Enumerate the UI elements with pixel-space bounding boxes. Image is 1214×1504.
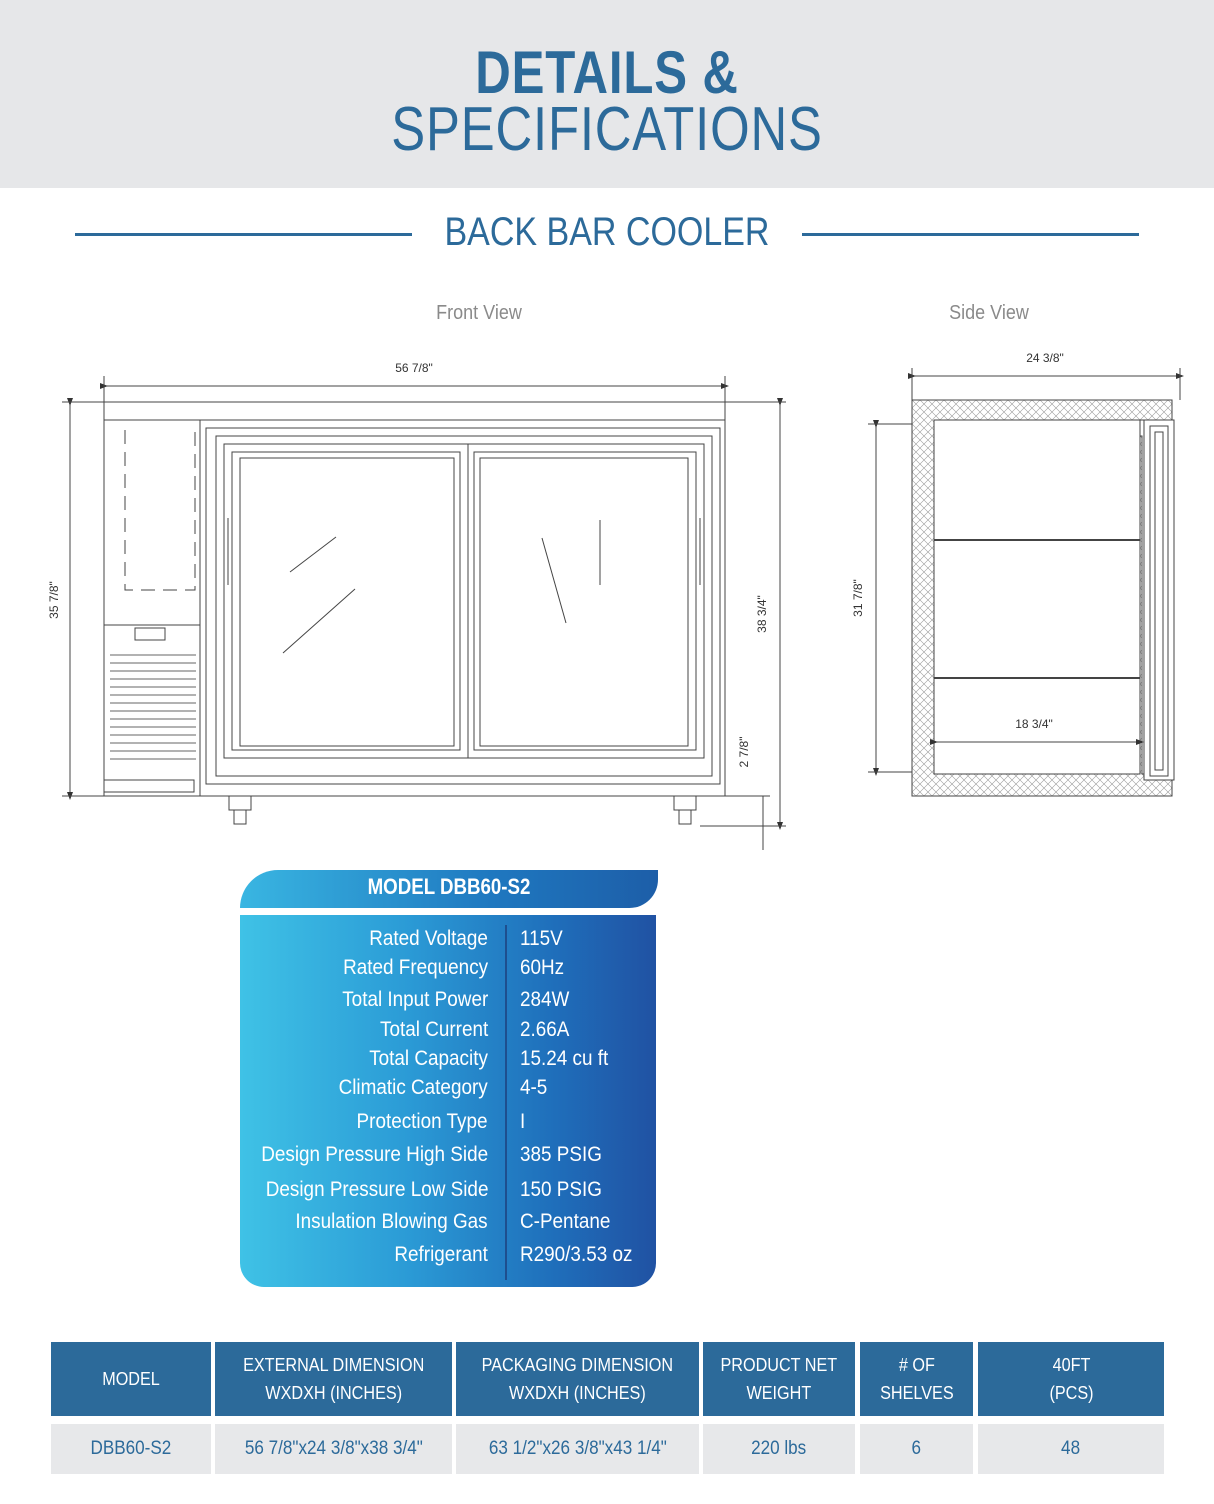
spec-value: I xyxy=(520,1110,526,1133)
spec-value: 15.24 cu ft xyxy=(520,1047,609,1070)
spec-row xyxy=(240,1143,656,1173)
section-title: BACK BAR COOLER xyxy=(444,210,770,254)
spec-label: Protection Type xyxy=(357,1110,488,1133)
front-total-height-dim: 38 3/4" xyxy=(755,595,769,633)
spec-row xyxy=(240,988,656,1018)
table-header-net-weight xyxy=(703,1342,855,1416)
spec-row xyxy=(240,1076,656,1106)
table-header-external-dimension xyxy=(215,1342,452,1416)
spec-value: 150 PSIG xyxy=(520,1178,602,1201)
cell-text: 48 xyxy=(1061,1438,1081,1459)
table-header-shelves xyxy=(860,1342,973,1416)
header-line: EXTERNAL DIMENSION xyxy=(242,1355,425,1375)
page-title-line1: DETAILS & xyxy=(475,39,739,106)
spec-label: Rated Voltage xyxy=(369,927,488,950)
table-header-40ft xyxy=(978,1342,1164,1416)
spec-label: Total Capacity xyxy=(369,1047,488,1070)
table-cell-net-weight xyxy=(703,1424,855,1474)
spec-row xyxy=(240,1018,656,1048)
side-view-label: Side View xyxy=(949,302,1029,324)
spec-value: 2.66A xyxy=(520,1018,570,1041)
spec-value: 284W xyxy=(520,988,570,1011)
page-title-line2: SPECIFICATIONS xyxy=(391,95,823,164)
cell-text: 56 7/8"x24 3/8"x38 3/4" xyxy=(244,1438,423,1459)
spec-value: 385 PSIG xyxy=(520,1143,602,1166)
spec-row xyxy=(240,1243,656,1273)
spec-row xyxy=(240,956,656,986)
front-height-dim: 35 7/8" xyxy=(47,581,61,619)
header-line: WEIGHT xyxy=(746,1383,812,1403)
table-cell-shelves xyxy=(860,1424,973,1474)
front-view-drawing xyxy=(62,376,786,850)
header-line: MODEL xyxy=(102,1369,160,1389)
spec-label: Rated Frequency xyxy=(343,956,488,979)
side-depth-dim: 24 3/8" xyxy=(1026,351,1064,365)
header-line: SHELVES xyxy=(879,1383,954,1403)
table-cell-40ft xyxy=(978,1424,1164,1474)
spec-label: Design Pressure Low Side xyxy=(265,1178,488,1201)
spec-label: Total Current xyxy=(379,1018,488,1041)
spec-row xyxy=(240,1210,656,1240)
side-inner-depth-dim: 18 3/4" xyxy=(1015,717,1053,731)
header-line: WXDXH (INCHES) xyxy=(265,1383,402,1403)
cell-text: 220 lbs xyxy=(751,1438,807,1459)
table-cell-model xyxy=(51,1424,211,1474)
side-view-drawing xyxy=(868,368,1180,796)
table-header-model xyxy=(51,1342,211,1416)
spec-value: 115V xyxy=(520,927,563,950)
spec-value: R290/3.53 oz xyxy=(520,1243,633,1266)
cell-text: DBB60-S2 xyxy=(90,1438,172,1459)
spec-row xyxy=(240,1110,656,1140)
spec-value: 4-5 xyxy=(520,1076,548,1099)
spec-value: 60Hz xyxy=(520,956,565,979)
front-width-dim: 56 7/8" xyxy=(395,361,433,375)
spec-row xyxy=(240,1047,656,1077)
cell-text: 6 xyxy=(911,1438,922,1459)
table-header-packaging-dimension xyxy=(456,1342,699,1416)
cell-text: 63 1/2"x26 3/8"x43 1/4" xyxy=(488,1438,667,1459)
table-cell-packaging-dimension xyxy=(456,1424,699,1474)
table-cell-external-dimension xyxy=(215,1424,452,1474)
header-line: 40FT xyxy=(1052,1355,1090,1375)
header-line: PRODUCT NET xyxy=(720,1355,838,1375)
spec-label: Insulation Blowing Gas xyxy=(295,1210,488,1233)
spec-label: Refrigerant xyxy=(394,1243,488,1266)
model-title: MODEL DBB60-S2 xyxy=(367,874,531,899)
spec-row xyxy=(240,927,656,957)
header-line: WXDXH (INCHES) xyxy=(509,1383,646,1403)
header-line: PACKAGING DIMENSION xyxy=(481,1355,674,1375)
header-line: (PCS) xyxy=(1048,1383,1094,1403)
front-view-label: Front View xyxy=(436,302,522,324)
front-leg-dim: 2 7/8" xyxy=(737,736,751,768)
spec-label: Climatic Category xyxy=(338,1076,488,1099)
header-line: # OF xyxy=(898,1355,935,1375)
spec-value: C-Pentane xyxy=(520,1210,611,1233)
spec-label: Design Pressure High Side xyxy=(261,1143,488,1166)
side-height-dim: 31 7/8" xyxy=(851,579,865,617)
spec-label: Total Input Power xyxy=(341,988,488,1011)
spec-row xyxy=(240,1178,656,1208)
